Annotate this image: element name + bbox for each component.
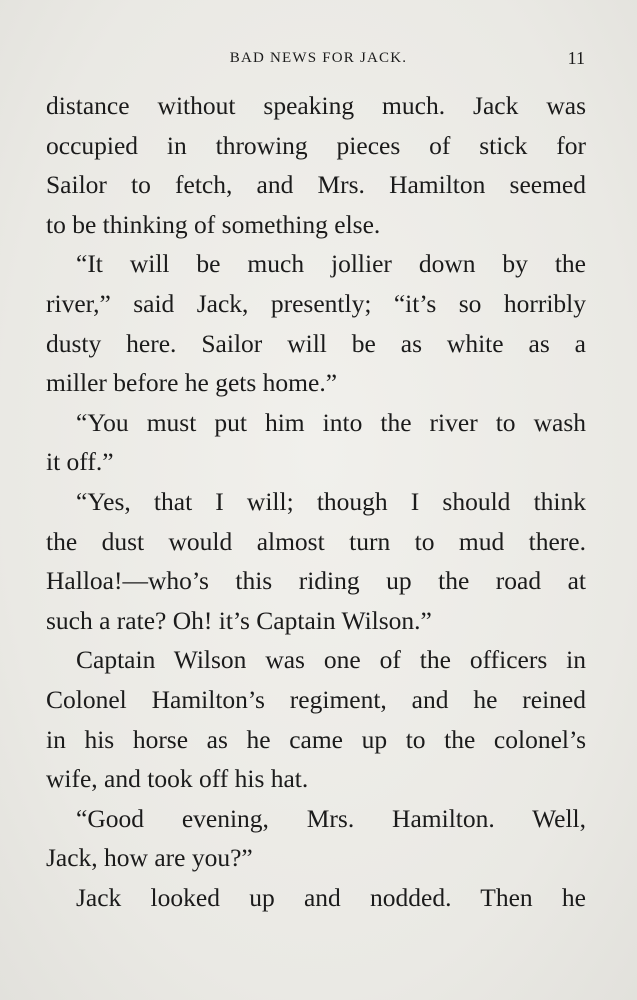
text-line: distance without speaking much. Jack was	[46, 91, 586, 120]
text-line: in his horse as he came up to the colonel’s	[46, 724, 586, 754]
text-line: “It will be much jollier down by the	[76, 249, 586, 279]
text-line: miller before he gets home.”	[46, 368, 338, 398]
text-line: Halloa!—who’s this riding up the road at	[46, 566, 586, 596]
text-line: to be thinking of something else.	[46, 209, 381, 239]
text-line: wife, and took off his hat.	[46, 764, 309, 794]
text-line: Jack, how are you?”	[46, 843, 253, 873]
page-header	[0, 48, 637, 72]
text-line: Sailor to fetch, and Mrs. Hamilton seemed	[46, 170, 586, 200]
text-line: “You must put him into the river to wash	[76, 407, 586, 437]
text-line: Colonel Hamilton’s regiment, and he reined	[46, 684, 586, 714]
text-line: dusty here. Sailor will be as white as a	[46, 328, 586, 358]
text-line: Jack looked up and nodded. Then he	[76, 882, 586, 912]
body-text	[46, 86, 586, 917]
text-line: it off.”	[46, 447, 114, 477]
text-line: “Good evening, Mrs. Hamilton. Well,	[76, 803, 586, 833]
text-line: such a rate? Oh! it’s Captain Wilson.”	[46, 605, 432, 635]
text-line: the dust would almost turn to mud there.	[46, 526, 586, 556]
text-line: Captain Wilson was one of the officers in	[76, 645, 586, 675]
text-line: occupied in throwing pieces of stick for	[46, 130, 586, 160]
text-line: river,” said Jack, presently; “it’s so horribly	[46, 288, 586, 318]
page-number: 11	[567, 48, 585, 68]
running-head: BAD NEWS FOR JACK.	[229, 50, 408, 66]
text-line: “Yes, that I will; though I should think	[76, 486, 586, 516]
